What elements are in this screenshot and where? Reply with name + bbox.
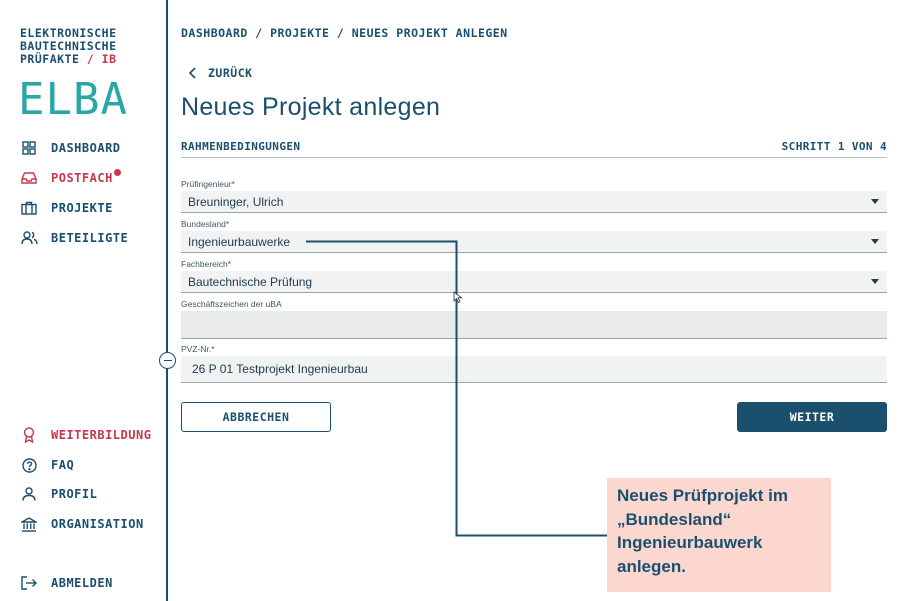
bundesland-select[interactable] <box>181 231 887 253</box>
step-indicator: SCHRITT 1 VON 4 <box>781 140 887 153</box>
fachbereich-select[interactable] <box>181 271 887 293</box>
geschaeftszeichen-label: Geschäftszeichen der uBA <box>181 299 282 309</box>
sidebar-item-abmelden[interactable] <box>20 573 113 593</box>
help-icon <box>20 456 38 474</box>
sidebar-item-faq[interactable] <box>20 455 74 475</box>
sidebar-item-weiterbildung[interactable] <box>20 425 151 445</box>
brand-line-3 <box>20 53 117 66</box>
sidebar-item-organisation[interactable] <box>20 514 144 534</box>
dropdown-arrow-icon <box>871 239 879 244</box>
brand-line-3-text: PRÜFAKTE <box>20 52 80 66</box>
geschaeftszeichen-input[interactable] <box>181 311 887 339</box>
sidebar-item-profil[interactable] <box>20 484 97 504</box>
dropdown-arrow-icon <box>871 279 879 284</box>
grid-icon <box>20 139 38 157</box>
sidebar-item-beteiligte[interactable] <box>20 228 128 248</box>
sidebar-item-label: ABMELDEN <box>51 576 113 590</box>
minus-icon <box>164 360 172 362</box>
sidebar-item-label: POSTFACH <box>51 171 113 185</box>
sidebar <box>0 0 168 601</box>
dropdown-arrow-icon <box>871 199 879 204</box>
chevron-left-icon <box>186 66 200 80</box>
sidebar-item-label: PROFIL <box>51 487 98 501</box>
cancel-button[interactable]: ABBRECHEN <box>181 402 331 432</box>
pvz-label: PVZ-Nr.* <box>181 344 215 354</box>
annotation-callout <box>607 478 831 592</box>
back-label: ZURÜCK <box>208 66 253 80</box>
building-icon <box>20 515 38 533</box>
pruefingenieur-value: Breuninger, Ulrich <box>188 194 284 209</box>
sidebar-item-postfach[interactable] <box>20 168 121 188</box>
next-button[interactable]: WEITER <box>737 402 887 432</box>
back-link[interactable] <box>186 66 253 80</box>
sidebar-item-label: WEITERBILDUNG <box>51 428 152 442</box>
breadcrumb[interactable]: DASHBOARD / PROJEKTE / NEUES PROJEKT ANLEGEN <box>181 26 508 40</box>
brand-line-1: ELEKTRONISCHE <box>20 26 117 40</box>
briefcase-icon <box>20 199 38 217</box>
inbox-icon <box>20 169 38 187</box>
callout-line-2: „Bundesland“ <box>617 509 732 529</box>
notification-dot <box>114 169 121 176</box>
brand-line-3-accent: / IB <box>79 52 117 66</box>
sidebar-item-label: PROJEKTE <box>51 201 113 215</box>
fachbereich-value: Bautechnische Prüfung <box>188 274 313 289</box>
pvz-input[interactable] <box>181 356 887 383</box>
sidebar-item-label: DASHBOARD <box>51 141 121 155</box>
user-icon <box>20 485 38 503</box>
logout-icon <box>20 574 38 592</box>
section-header <box>181 140 887 158</box>
page-title: Neues Projekt anlegen <box>181 93 441 121</box>
pruefingenieur-select[interactable] <box>181 191 887 213</box>
callout-line-4: anlegen. <box>617 556 686 576</box>
brand-line-2: BAUTECHNISCHE <box>20 39 117 53</box>
sidebar-item-dashboard[interactable] <box>20 138 121 158</box>
logo[interactable]: ELBA <box>18 74 128 125</box>
pruefingenieur-label: Prüfingenieur* <box>181 179 235 189</box>
fachbereich-label: Fachbereich* <box>181 259 232 269</box>
sidebar-item-projekte[interactable] <box>20 198 113 218</box>
award-icon <box>20 426 38 444</box>
callout-line-3: Ingenieurbauwerk <box>617 533 763 552</box>
bundesland-label: Bundesland* <box>181 219 230 229</box>
brand-text <box>20 27 117 66</box>
callout-line-1: Neues Prüfprojekt im <box>617 486 788 505</box>
section-title: RAHMENBEDINGUNGEN <box>181 140 301 153</box>
sidebar-item-label: FAQ <box>51 458 75 472</box>
pvz-value: 26 P 01 Testprojekt Ingenieurbau <box>192 362 368 376</box>
collapse-sidebar-button[interactable] <box>159 352 176 369</box>
sidebar-item-label: BETEILIGTE <box>51 231 129 245</box>
users-icon <box>20 229 38 247</box>
sidebar-item-label: ORGANISATION <box>51 517 144 531</box>
bundesland-value: Ingenieurbauwerke <box>188 234 291 249</box>
